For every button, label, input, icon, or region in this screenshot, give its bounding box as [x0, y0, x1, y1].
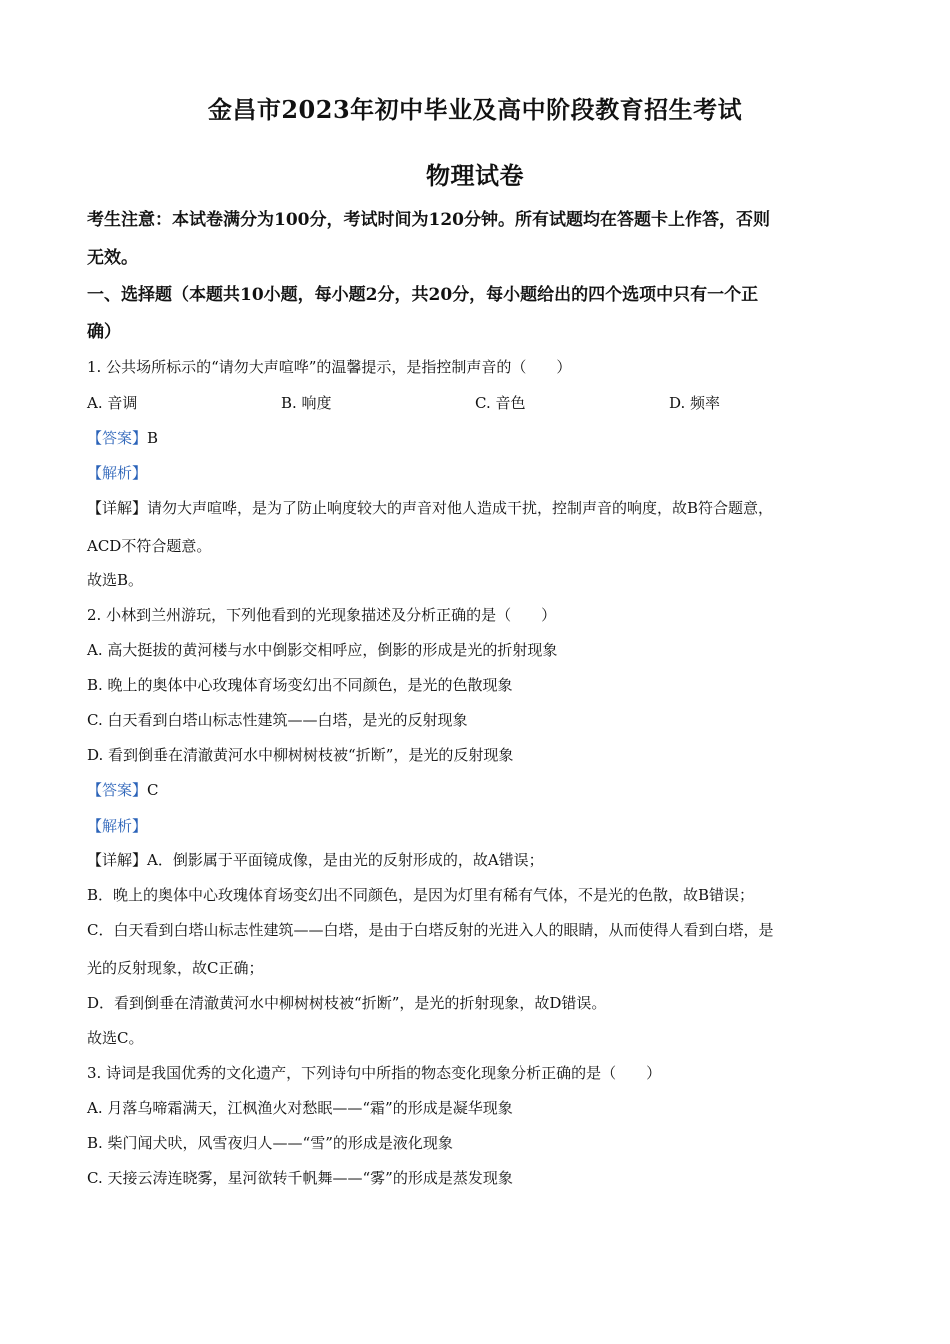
page-title: 金昌市2023年初中毕业及高中阶段教育招生考试 — [207, 95, 743, 124]
q3-stem: 3. 诗词是我国优秀的文化遗产，下列诗句中所指的物态变化现象分析正确的是（ ） — [87, 1064, 662, 1082]
q2-option-a: A. 高大挺拔的黄河楼与水中倒影交相呼应，倒影的形成是光的折射现象 — [87, 641, 558, 659]
section-heading-line-1: 一、选择题（本题共10小题，每小题2分，共20分，每小题给出的四个选项中只有一个正 — [87, 285, 759, 305]
q1-option-d: D. 频率 — [669, 394, 721, 412]
q2-detail-d: D．看到倒垂在清澈黄河水中柳树树枝被“折断”，是光的折射现象，故D错误。 — [87, 994, 607, 1012]
q2-detail-c-line-2: 光的反射现象，故C正确； — [87, 959, 264, 977]
q2-option-b: B. 晚上的奥体中心玫瑰体育场变幻出不同颜色，是光的色散现象 — [87, 676, 513, 694]
q3-option-a: A. 月落乌啼霜满天，江枫渔火对愁眠——“霜”的形成是凝华现象 — [87, 1099, 513, 1117]
q2-detail-a-text: A．倒影属于平面镜成像，是由光的反射形成的，故A错误； — [147, 851, 544, 869]
q1-answer — [87, 428, 158, 448]
q3-option-c: C. 天接云涛连晓雾，星河欲转千帆舞——“雾”的形成是蒸发现象 — [87, 1169, 513, 1187]
q2-detail-c-line-1: C．白天看到白塔山标志性建筑——白塔，是由于白塔反射的光进入人的眼睛，从而使得人看到白塔，是 — [87, 921, 774, 939]
q1-detail-line-2: ACD不符合题意。 — [87, 537, 212, 555]
q1-answer-value: B — [147, 429, 159, 447]
q1-option-b: B. 响度 — [281, 394, 332, 412]
q2-analysis-tag: 【解析】 — [87, 817, 148, 835]
q2-answer-value: C — [147, 781, 159, 799]
q2-answer — [87, 780, 159, 800]
notice-line-1: 考生注意：本试卷满分为100分，考试时间为120分钟。所有试题均在答题卡上作答，否则 — [87, 210, 770, 230]
q1-analysis-tag: 【解析】 — [87, 464, 148, 482]
notice-line-2: 无效。 — [87, 248, 138, 268]
q2-option-d: D. 看到倒垂在清澈黄河水中柳树树枝被“折断”，是光的反射现象 — [87, 746, 514, 764]
q1-option-c: C. 音色 — [475, 394, 526, 412]
q1-detail-text: 请勿大声喧哗，是为了防止响度较大的声音对他人造成干扰，控制声音的响度，故B符合题意， — [147, 499, 774, 517]
page-subtitle: 物理试卷 — [426, 161, 524, 190]
q1-detail-line-1 — [87, 498, 773, 518]
q1-stem: 1. 公共场所标示的“请勿大声喧哗”的温馨提示，是指控制声音的（ ） — [87, 358, 572, 376]
q2-detail-b: B．晚上的奥体中心玫瑰体育场变幻出不同颜色，是因为灯里有稀有气体，不是光的色散，故B错误； — [87, 886, 755, 904]
q3-option-b: B. 柴门闻犬吠，风雪夜归人——“雪”的形成是液化现象 — [87, 1134, 453, 1152]
q2-stem: 2. 小林到兰州游玩，下列他看到的光现象描述及分析正确的是（ ） — [87, 606, 557, 624]
q2-conclusion: 故选C。 — [87, 1029, 144, 1047]
detail-tag: 【详解】 — [87, 851, 148, 869]
q1-conclusion: 故选B。 — [87, 571, 144, 589]
answer-tag: 【答案】 — [87, 781, 148, 799]
q1-option-a: A. 音调 — [87, 394, 138, 412]
q2-detail-a — [87, 850, 544, 870]
q2-option-c: C. 白天看到白塔山标志性建筑——白塔，是光的反射现象 — [87, 711, 468, 729]
detail-tag: 【详解】 — [87, 499, 148, 517]
answer-tag: 【答案】 — [87, 429, 148, 447]
section-heading-line-2: 确） — [87, 322, 121, 342]
